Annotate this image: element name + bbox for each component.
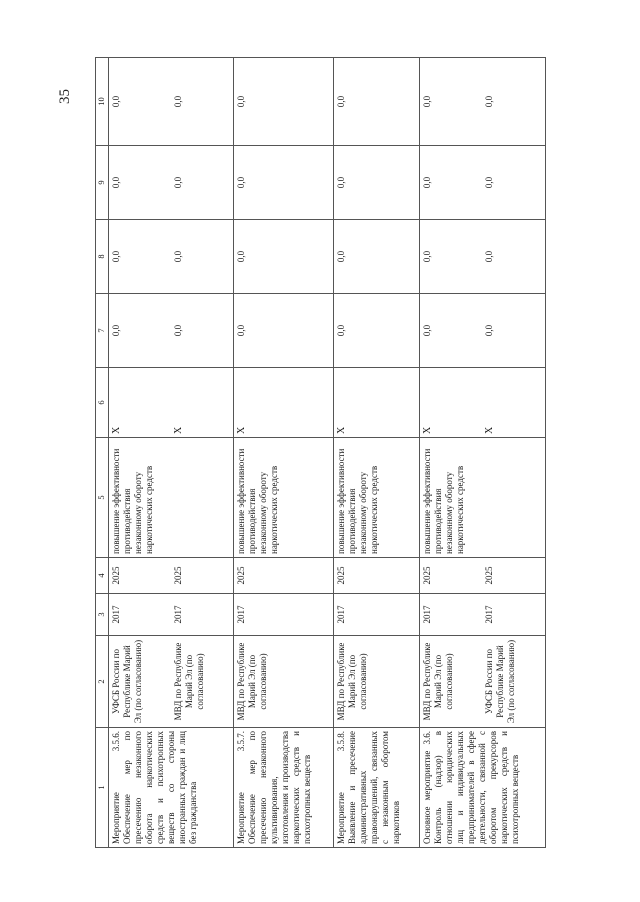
measure-cell: Основное мероприятие 3.6. Контроль (надзор) в отношении юридических лиц и индивидуальных предпринимателей в сфере деятельности, связанной с оборотом прекурсоров наркотических средств и психотропных веществ	[420, 728, 546, 848]
start-year: 2017	[173, 605, 183, 624]
column-header: 1	[96, 728, 109, 848]
table-row	[109, 58, 234, 848]
result-cell: повышение эффективности противодействия незаконному обороту наркотических средств	[234, 438, 334, 558]
result-cell: повышение эффективности противодействия незаконному обороту наркотических средств	[334, 438, 420, 558]
value-cell: 0,0	[484, 176, 494, 189]
value-cell: 0,0	[334, 58, 420, 146]
result-cell: повышение эффективности противодействия незаконному обороту наркотических средств	[420, 438, 546, 558]
value-cell: 0,0	[334, 220, 420, 294]
column-header: 4	[96, 558, 109, 594]
value-cell: 0,0	[422, 250, 432, 263]
executor: УФСБ России по Республике Марий Эл (по согласованию)	[111, 639, 143, 724]
table-row	[234, 58, 334, 848]
column-header: 6	[96, 368, 109, 438]
mark: Х	[111, 426, 122, 434]
start-year: 2017	[234, 594, 334, 636]
mark: Х	[173, 426, 184, 434]
result-cell: повышение эффективности противодействия незаконному обороту наркотических средств	[109, 438, 234, 558]
mark: Х	[334, 368, 420, 438]
measure-cell: Мероприятие 3.5.7. Обеспечение мер по пресечению незаконного культивирования, изготовления и производства наркотических средств и психотропных веществ	[234, 728, 334, 848]
value-cell: 0,0	[484, 324, 494, 337]
executor: МВД по Республике Марий Эл (по согласованию)	[334, 636, 420, 728]
start-year: 2017	[422, 605, 432, 624]
end-year: 2025	[234, 558, 334, 594]
value-cell: 0,0	[111, 324, 121, 337]
column-number-row	[96, 58, 109, 848]
measure-cell: Мероприятие 3.5.6. Обеспечение мер по пресечению незаконного оборота наркотических средств и психотропных веществ со стороны иностранных граждан и лиц без гражданства	[109, 728, 234, 848]
start-year: 2017	[484, 605, 494, 624]
executor: МВД по Республике Марий Эл (по согласованию)	[173, 642, 205, 721]
mark: Х	[422, 426, 433, 434]
column-header: 8	[96, 220, 109, 294]
value-cell: 0,0	[111, 176, 121, 189]
column-header: 3	[96, 594, 109, 636]
value-cell: 0,0	[234, 58, 334, 146]
value-cell: 0,0	[111, 95, 121, 108]
column-header: 10	[96, 58, 109, 146]
value-cell: 0,0	[334, 294, 420, 368]
value-cell: 0,0	[422, 176, 432, 189]
program-table-sheet	[95, 58, 540, 848]
measure-cell: Мероприятие 3.5.8. Выявление и пресечение административных правонарушений, связанных с незаконным оборотом наркотиков	[334, 728, 420, 848]
end-year: 2025	[422, 566, 432, 585]
value-cell: 0,0	[484, 95, 494, 108]
column-header: 5	[96, 438, 109, 558]
end-year: 2025	[173, 566, 183, 585]
value-cell: 0,0	[173, 176, 183, 189]
value-cell: 0,0	[422, 324, 432, 337]
table-row	[420, 58, 546, 848]
start-year: 2017	[334, 594, 420, 636]
column-header: 7	[96, 294, 109, 368]
start-year: 2017	[111, 605, 121, 624]
executor: УФСБ России по Республике Марий Эл (по согласованию)	[484, 639, 516, 724]
value-cell: 0,0	[234, 146, 334, 220]
page-number: 35	[57, 89, 73, 104]
value-cell: 0,0	[173, 324, 183, 337]
column-header: 2	[96, 636, 109, 728]
value-cell: 0,0	[234, 220, 334, 294]
end-year: 2025	[334, 558, 420, 594]
program-measures-table	[95, 57, 546, 848]
mark: Х	[234, 368, 334, 438]
value-cell: 0,0	[173, 95, 183, 108]
value-cell: 0,0	[334, 146, 420, 220]
value-cell: 0,0	[111, 250, 121, 263]
value-cell: 0,0	[173, 250, 183, 263]
executor: МВД по Республике Марий Эл (по согласованию)	[234, 636, 334, 728]
value-cell: 0,0	[484, 250, 494, 263]
end-year: 2025	[111, 566, 121, 585]
value-cell: 0,0	[234, 294, 334, 368]
mark: Х	[484, 426, 495, 434]
value-cell: 0,0	[422, 95, 432, 108]
executor: МВД по Республике Марий Эл (по согласованию)	[422, 642, 454, 721]
table-row	[334, 58, 420, 848]
end-year: 2025	[484, 566, 494, 585]
column-header: 9	[96, 146, 109, 220]
